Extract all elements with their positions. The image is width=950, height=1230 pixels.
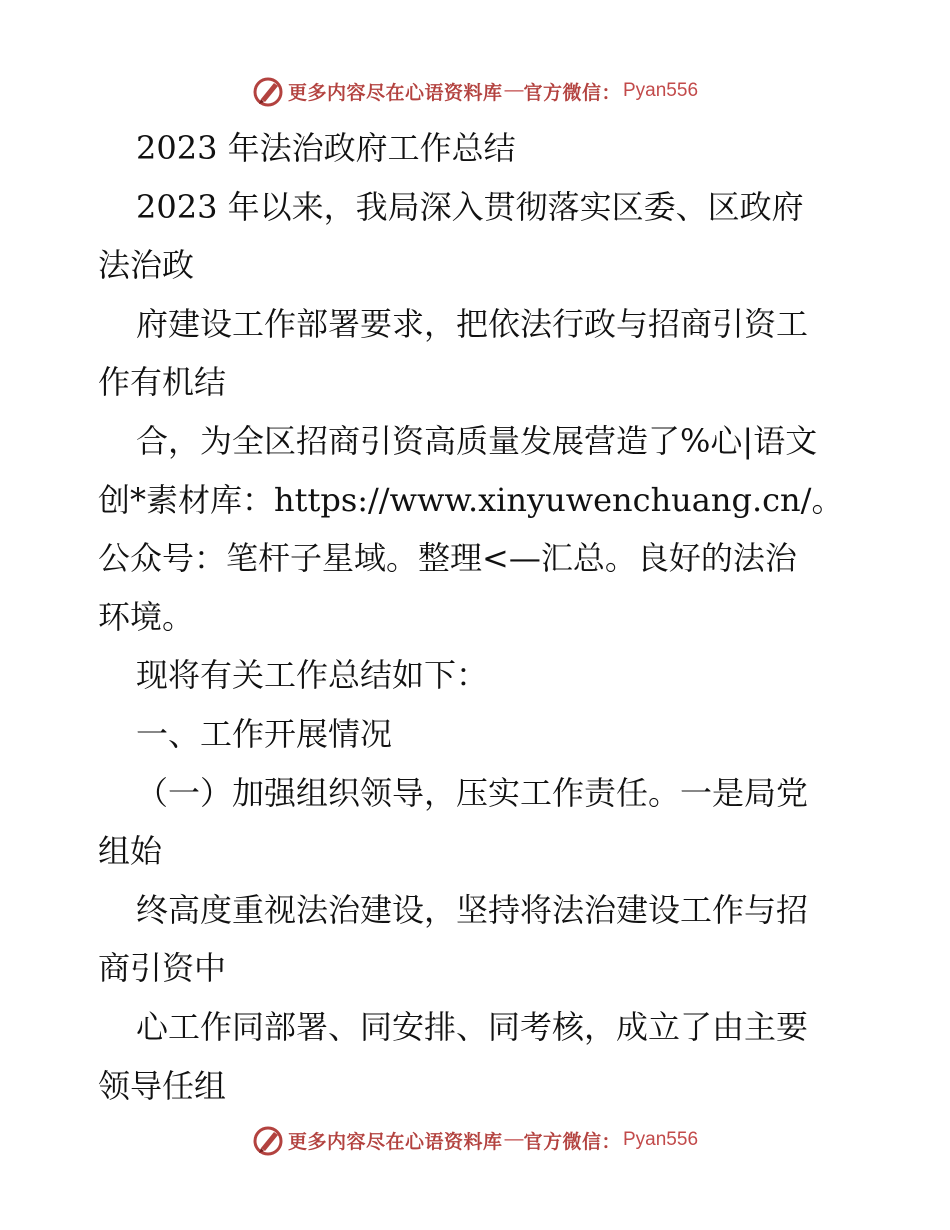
doc-title: 2023 年法治政府工作总结 <box>136 129 516 167</box>
watermark-contact-label: 官方微信： <box>523 81 621 104</box>
watermark-contact-id: Pyan556 <box>623 80 699 101</box>
watermark-dash: — <box>504 80 524 101</box>
watermark-text: 更多内容尽在心语资料库 <box>287 1130 503 1153</box>
paragraph-line: 府建设工作部署要求，把依法行政与招商引资工 <box>136 304 809 343</box>
paragraph-line: 2023 年以来，我局深入贯彻落实区委、区政府 <box>136 187 804 226</box>
watermark-text: 更多内容尽在心语资料库 <box>287 81 503 104</box>
watermark-dash: — <box>504 1129 524 1150</box>
paragraph-line: 终高度重视法治建设，坚持将法治建设工作与招 <box>136 890 809 929</box>
paragraph-line: 法治政 <box>98 246 195 285</box>
paragraph-line: 领导任组 <box>98 1066 227 1105</box>
watermark-contact-label: 官方微信： <box>523 1130 621 1153</box>
pen-logo-icon <box>252 75 284 107</box>
footer-watermark <box>0 1120 950 1160</box>
watermark-contact-id: Pyan556 <box>623 1129 699 1150</box>
paragraph-line: 心工作同部署、同安排、同考核，成立了由主要 <box>136 1007 809 1046</box>
pen-logo-icon <box>252 1124 284 1156</box>
document-body <box>98 119 868 1115</box>
paragraph-line: 商引资中 <box>98 949 227 988</box>
paragraph-line: 公众号：笔杆子星域。整理<—汇总。良好的法治 <box>98 539 797 578</box>
paragraph-line: 环境。 <box>98 597 195 636</box>
paragraph-line: 创*素材库：https://www.xinyuwenchuang.cn/。 <box>98 480 844 519</box>
paragraph-line: 组始 <box>98 832 163 871</box>
subsection-heading: （一）加强组织领导，压实工作责任。一是局党 <box>136 773 809 812</box>
paragraph-line: 作有机结 <box>98 363 227 402</box>
header-watermark <box>0 71 950 111</box>
paragraph-line: 合，为全区招商引资高质量发展营造了%心|语文 <box>136 421 818 460</box>
paragraph-line: 现将有关工作总结如下： <box>136 656 489 695</box>
section-heading: 一、工作开展情况 <box>136 714 393 753</box>
